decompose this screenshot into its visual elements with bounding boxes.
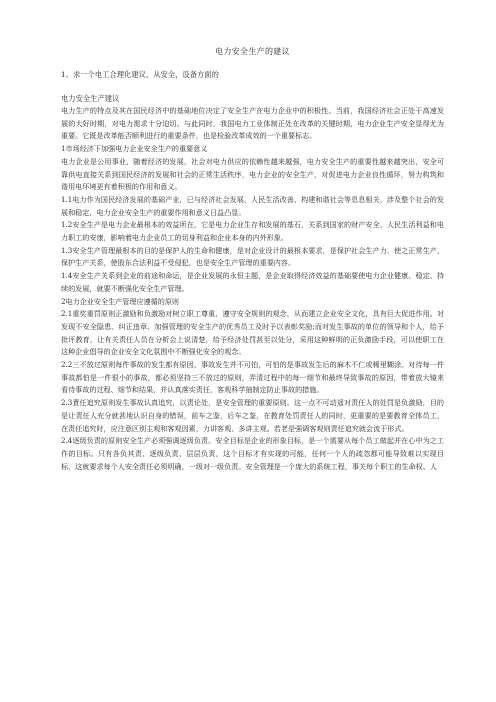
point-1-3: 1.3安全生产管理最根本的目的是保护人的生命和健康，是对企业设计的最根本要求，是保护社会生产力，使之正常生产，保护生产关系，使股东合法利益不受侵犯，也是安全生产管理的重要内容。 [61, 245, 444, 268]
point-1-2: 1.2安全生产是电力企业最根本的效益所在，它是电力企业生存和发展的基石，关系到国家的财产安全、人民生活利益和电力职工的安康，影响着电力企业员工的切身利益和企业本身的内外形象。 [61, 220, 444, 243]
section-1-paragraph: 电力企业是公用事业，随着经济的发展，社会对电力供应的依赖性越来越强，电力安全生产的重要性越来越突出，安全可靠供电直接关系到国民经济的发展和社会的正常生活秩序，电力企业的安全生产，对促进电力企业良性循环，努力构筑和谐用电环境更有着积极的作用和意义。 [61, 156, 444, 192]
section-heading-2: 2电力企业安全生产管理应遵循的原则 [61, 296, 180, 306]
question-line: 1、求一个电工合理化建议，从安全，设备方面的 [61, 70, 219, 79]
point-2-1: 2.1重奖重罚原则正激励和负激励对树立职工尊重、遵守安全规则的观念，从而建立企业安全文化，具有巨大促进作用。对发现不安全隐患、纠正违章、加强管理的安全生产的优秀员工及时予以表彰奖励;而对发生事故的单位的领导和个人，给予批评教育，让有关责任人员在分析会上说清楚，给予经济处罚甚至以处分，采用这种鲜明的正负激励手段，可以使职工在这种企业倡导的企业安全文化氛围中不断强化安全的观念。 [61, 309, 444, 357]
point-2-3: 2.3責任追究原则发生事故认真追究，以责论处，是安全管理的重要原则。这一点不可动遥对责任人的处罚是负激励，目的是让责任人充分就甚地认识自身的错误，前车之鉴，后车之鉴，在教育处罚责任人的同时，更重要的是要教育全体员工，在责任追究时，应注意区别主观和客观因素，力讲客观、多讲主观。若老是强调客观则责任追究就会流于形式。 [61, 398, 444, 433]
document-title: 电力安全生产的建议 [215, 47, 290, 56]
document-body [61, 105, 444, 473]
answer-heading: 电力安全生产建议 [61, 94, 120, 103]
intro-paragraph: 电力生产的特点及其在国民经济中的基础地位决定了安全生产在电力企业中的积极性。当前，我国经济社会正处于高速发展的大好时期，对电力需求十分迫切。与此同时，我国电力工业体制正处在改革的关键时期，电力企业生产安全显得尤为重要。它既是改革能否顺利进行的重要条件，也是检验改革成效的一个重要标志。 [61, 106, 444, 141]
point-1-4: 1.4安全生产关系到企业的前途和命运，是企业发展的永恒主题，是企业取得经济效益的基础要使电力企业健康、稳定、持续的发展，就要不断强化安全生产管理。 [61, 271, 444, 293]
point-2-4: 2.4逐级负责的原则安全生产必须强调逐级负责。安全目标是企业的形象目标，是一个需要从每个员工做起并在心中为之工作的目标。只有各负其责、逐级负责、层层负责，这个目标才有实现的可能，任何一个人的疏忽都可能导致难以实现目标，这就要求每个人安全责任必须明确，一级对一级负责。安全管理是一个庞大的系统工程，事关每个职工的生命权、人 [61, 436, 444, 471]
point-1-1: 1.1电力作为国民经济发展的基础产业，已与经济社会发展、人民生活改善、构建和谐社会等息息相关，涉及整个社会的发展和稳定，电力企业安全生产的重要作用和意义日益凸显。 [61, 194, 444, 217]
section-heading-1: 1市场经济下加强电力企业安全生产的重要意义 [61, 144, 208, 154]
point-2-2: 2.2三不放过原则每件事故的发生都有原因，事故发生并不可怕，可怕的是事故发生后的麻木不仁或稀里糊涂。对待每一件事故都怕是一件很小的事故，都必须坚持三不放过的原则，弄清过程中的每一细节和最终导致事故的原因，带着放大镜来看待事故的过程、细节和结果，并认真落实责任，客观科学抽制定防止事故的措施。 [61, 360, 444, 395]
